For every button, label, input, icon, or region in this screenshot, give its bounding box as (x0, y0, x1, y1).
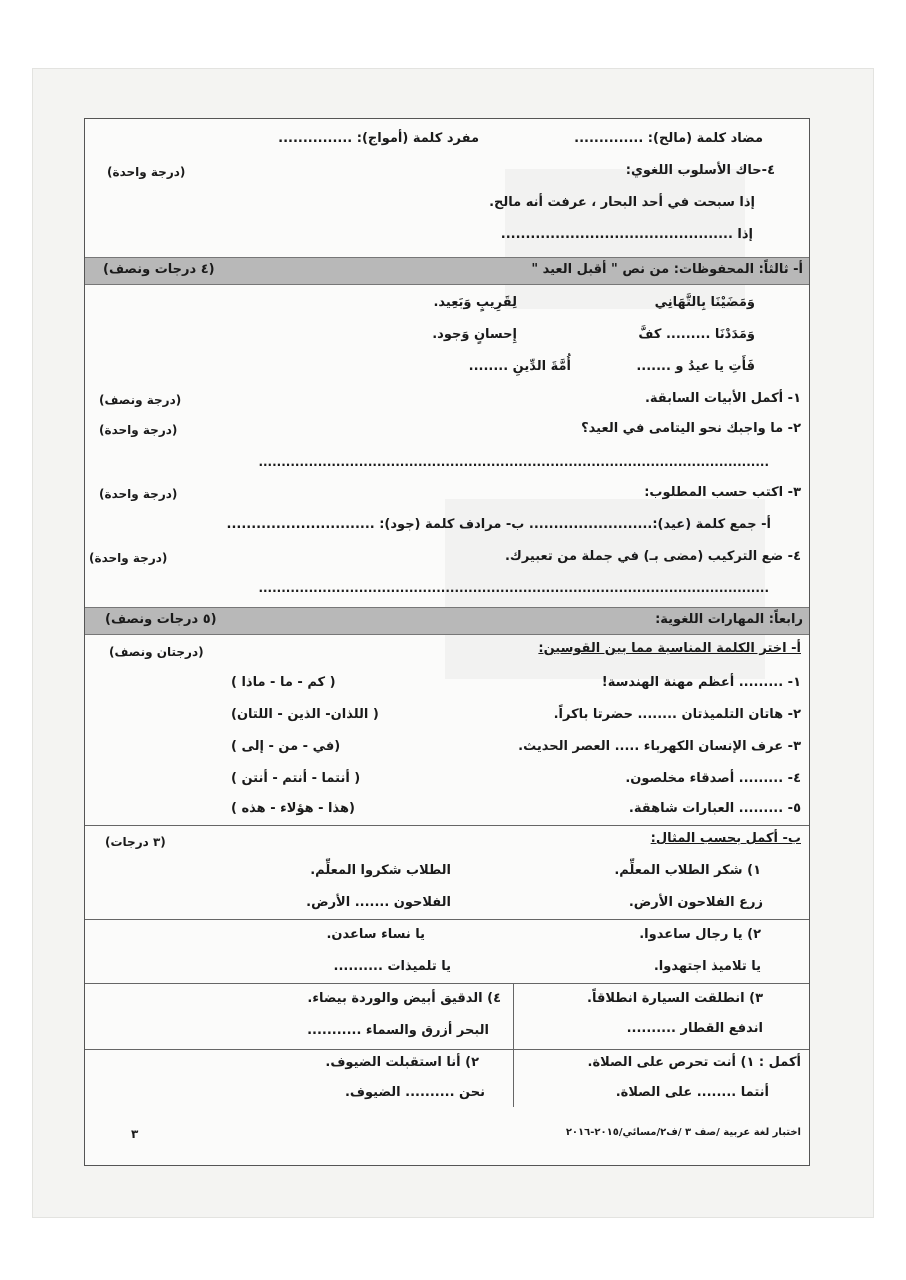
verse-1-second: لِقَرِيبٍ وَبَعِيد. (433, 295, 517, 310)
divider (85, 919, 809, 920)
section-4-header (85, 607, 809, 635)
verse-3-second: أُمَّةَ الدِّينِ ........ (468, 359, 571, 374)
part-a-title (538, 641, 801, 656)
divider (85, 983, 809, 984)
verse-1-first: وَمَضَيْنَا بِالتَّهَانِي (654, 295, 755, 310)
page-number: ٣ (131, 1127, 139, 1141)
example-2-model: يا نساء ساعدن. (326, 927, 425, 942)
antonym-question: مضاد كلمة (مالح): .............. (574, 131, 763, 146)
part-b-title-text: ب- أكمل بحسب المثال: (650, 831, 801, 846)
complete-1-task: أنتما ........ على الصلاة. (615, 1085, 769, 1100)
verse-2-first: وَمَدَدْنَا ......... كفَّ (638, 327, 755, 342)
choice-question: ١- ......... أعظم مهنة الهندسة! (601, 675, 801, 690)
example-2-answer: يا تلميذات .......... (333, 959, 451, 974)
grade-label: (درجتان ونصف) (109, 645, 204, 659)
grade-label: (٣ درجات) (105, 835, 166, 849)
choice-options: ( اللذان- الذين - اللتان) (231, 707, 379, 722)
section-4-title: رابعاً: المهارات اللغوية: (655, 612, 803, 627)
choice-options: (في - من - إلى ) (231, 739, 341, 754)
choice-options: ( كم - ما - ماذا ) (231, 675, 336, 690)
answer-line: ................................................................................................................ (258, 455, 769, 469)
answer-line: ................................................................................................................ (258, 581, 769, 595)
grade-label: (درجة ونصف) (99, 393, 182, 407)
column-divider (513, 983, 514, 1107)
complete-2-task: نحن .......... الضيوف. (344, 1085, 485, 1100)
grade-label: (درجة واحدة) (89, 551, 168, 565)
question-4: ٤- ضع التركيب (مضى بـ) في جملة من تعبيرك. (504, 549, 801, 564)
complete-1-sentence: أكمل : ١) أنت تحرص على الصلاة. (587, 1055, 801, 1070)
example-1-task: زرع الفلاحون الأرض. (628, 895, 763, 910)
choice-question: ٢- هاتان التلميذتان ........ حضرتا باكراً. (553, 707, 801, 722)
question-3-line: أ- جمع كلمة (عيد):......................... ب- مرادف كلمة (جود): .............................. (226, 517, 771, 532)
section-3-header (85, 257, 809, 285)
choice-question: ٥- ......... العبارات شاهقة. (628, 801, 801, 816)
choice-question: ٣- عرف الإنسان الكهرباء ..... العصر الحديث. (518, 739, 801, 754)
singular-question: مفرد كلمة (أمواج): ............... (278, 131, 479, 146)
section-4-grade: (٥ درجات ونصف) (105, 612, 217, 627)
choice-question: ٤- ......... أصدقاء مخلصون. (625, 771, 801, 786)
section-3-title: أ- ثالثاً: المحفوظات: من نص " أقبل العيد " (531, 262, 803, 277)
question-1: ١- أكمل الأبيات السابقة. (644, 391, 801, 406)
exam-caption: اختبار لغة عربية /صف ٣ /ف٢/مسائي/٢٠١٥-٢٠١٦ (565, 1127, 801, 1138)
question-3: ٣- اكتب حسب المطلوب: (644, 485, 801, 500)
verse-3-first: فَأَتِ يا عيدُ و ....... (636, 359, 755, 374)
divider (85, 825, 809, 826)
example-3-task: اندفع القطار .......... (626, 1021, 763, 1036)
example-3-sentence: ٣) انطلقت السيارة انطلاقاً. (587, 991, 763, 1006)
part-b-title (651, 831, 801, 846)
grade-label: (درجة واحدة) (107, 165, 186, 179)
section-3-grade: (٤ درجات ونصف) (103, 262, 215, 277)
part-a-title-text: أ- اختر الكلمة المناسبة مما بين القوسين: (538, 641, 801, 656)
example-2-sentence: ٢) يا رجال ساعدوا. (639, 927, 761, 942)
example-1-sentence: ١) شكر الطلاب المعلِّم. (614, 863, 761, 878)
verse-2-second: إِحسانٍ وَجود. (432, 327, 517, 342)
example-1-answer: الفلاحون ....... الأرض. (306, 895, 451, 910)
grade-label: (درجة واحدة) (99, 423, 178, 437)
grade-label: (درجة واحدة) (99, 487, 178, 501)
question-4-title: ٤-حاك الأسلوب اللغوي: (625, 163, 775, 178)
example-2-task: يا تلاميذ اجتهدوا. (653, 959, 761, 974)
complete-2-sentence: ٢) أنا استقبلت الضيوف. (325, 1055, 479, 1070)
choice-options: (هذا - هؤلاء - هذه ) (231, 801, 355, 816)
divider (85, 1049, 809, 1050)
answer-line: إذا ............................................... (500, 227, 753, 242)
example-4-task: البحر أزرق والسماء ........... (307, 1023, 489, 1038)
example-sentence: إذا سبحت في أحد البحار ، عرفت أنه مالح. (489, 195, 755, 210)
example-4-sentence: ٤) الدقيق أبيض والوردة بيضاء. (307, 991, 501, 1006)
choice-options: ( أنتما - أنتم - أنتن ) (231, 771, 361, 786)
exam-sheet (84, 118, 810, 1166)
question-2: ٢- ما واجبك نحو اليتامى في العيد؟ (581, 421, 801, 436)
example-1-model: الطلاب شكروا المعلِّم. (310, 863, 451, 878)
